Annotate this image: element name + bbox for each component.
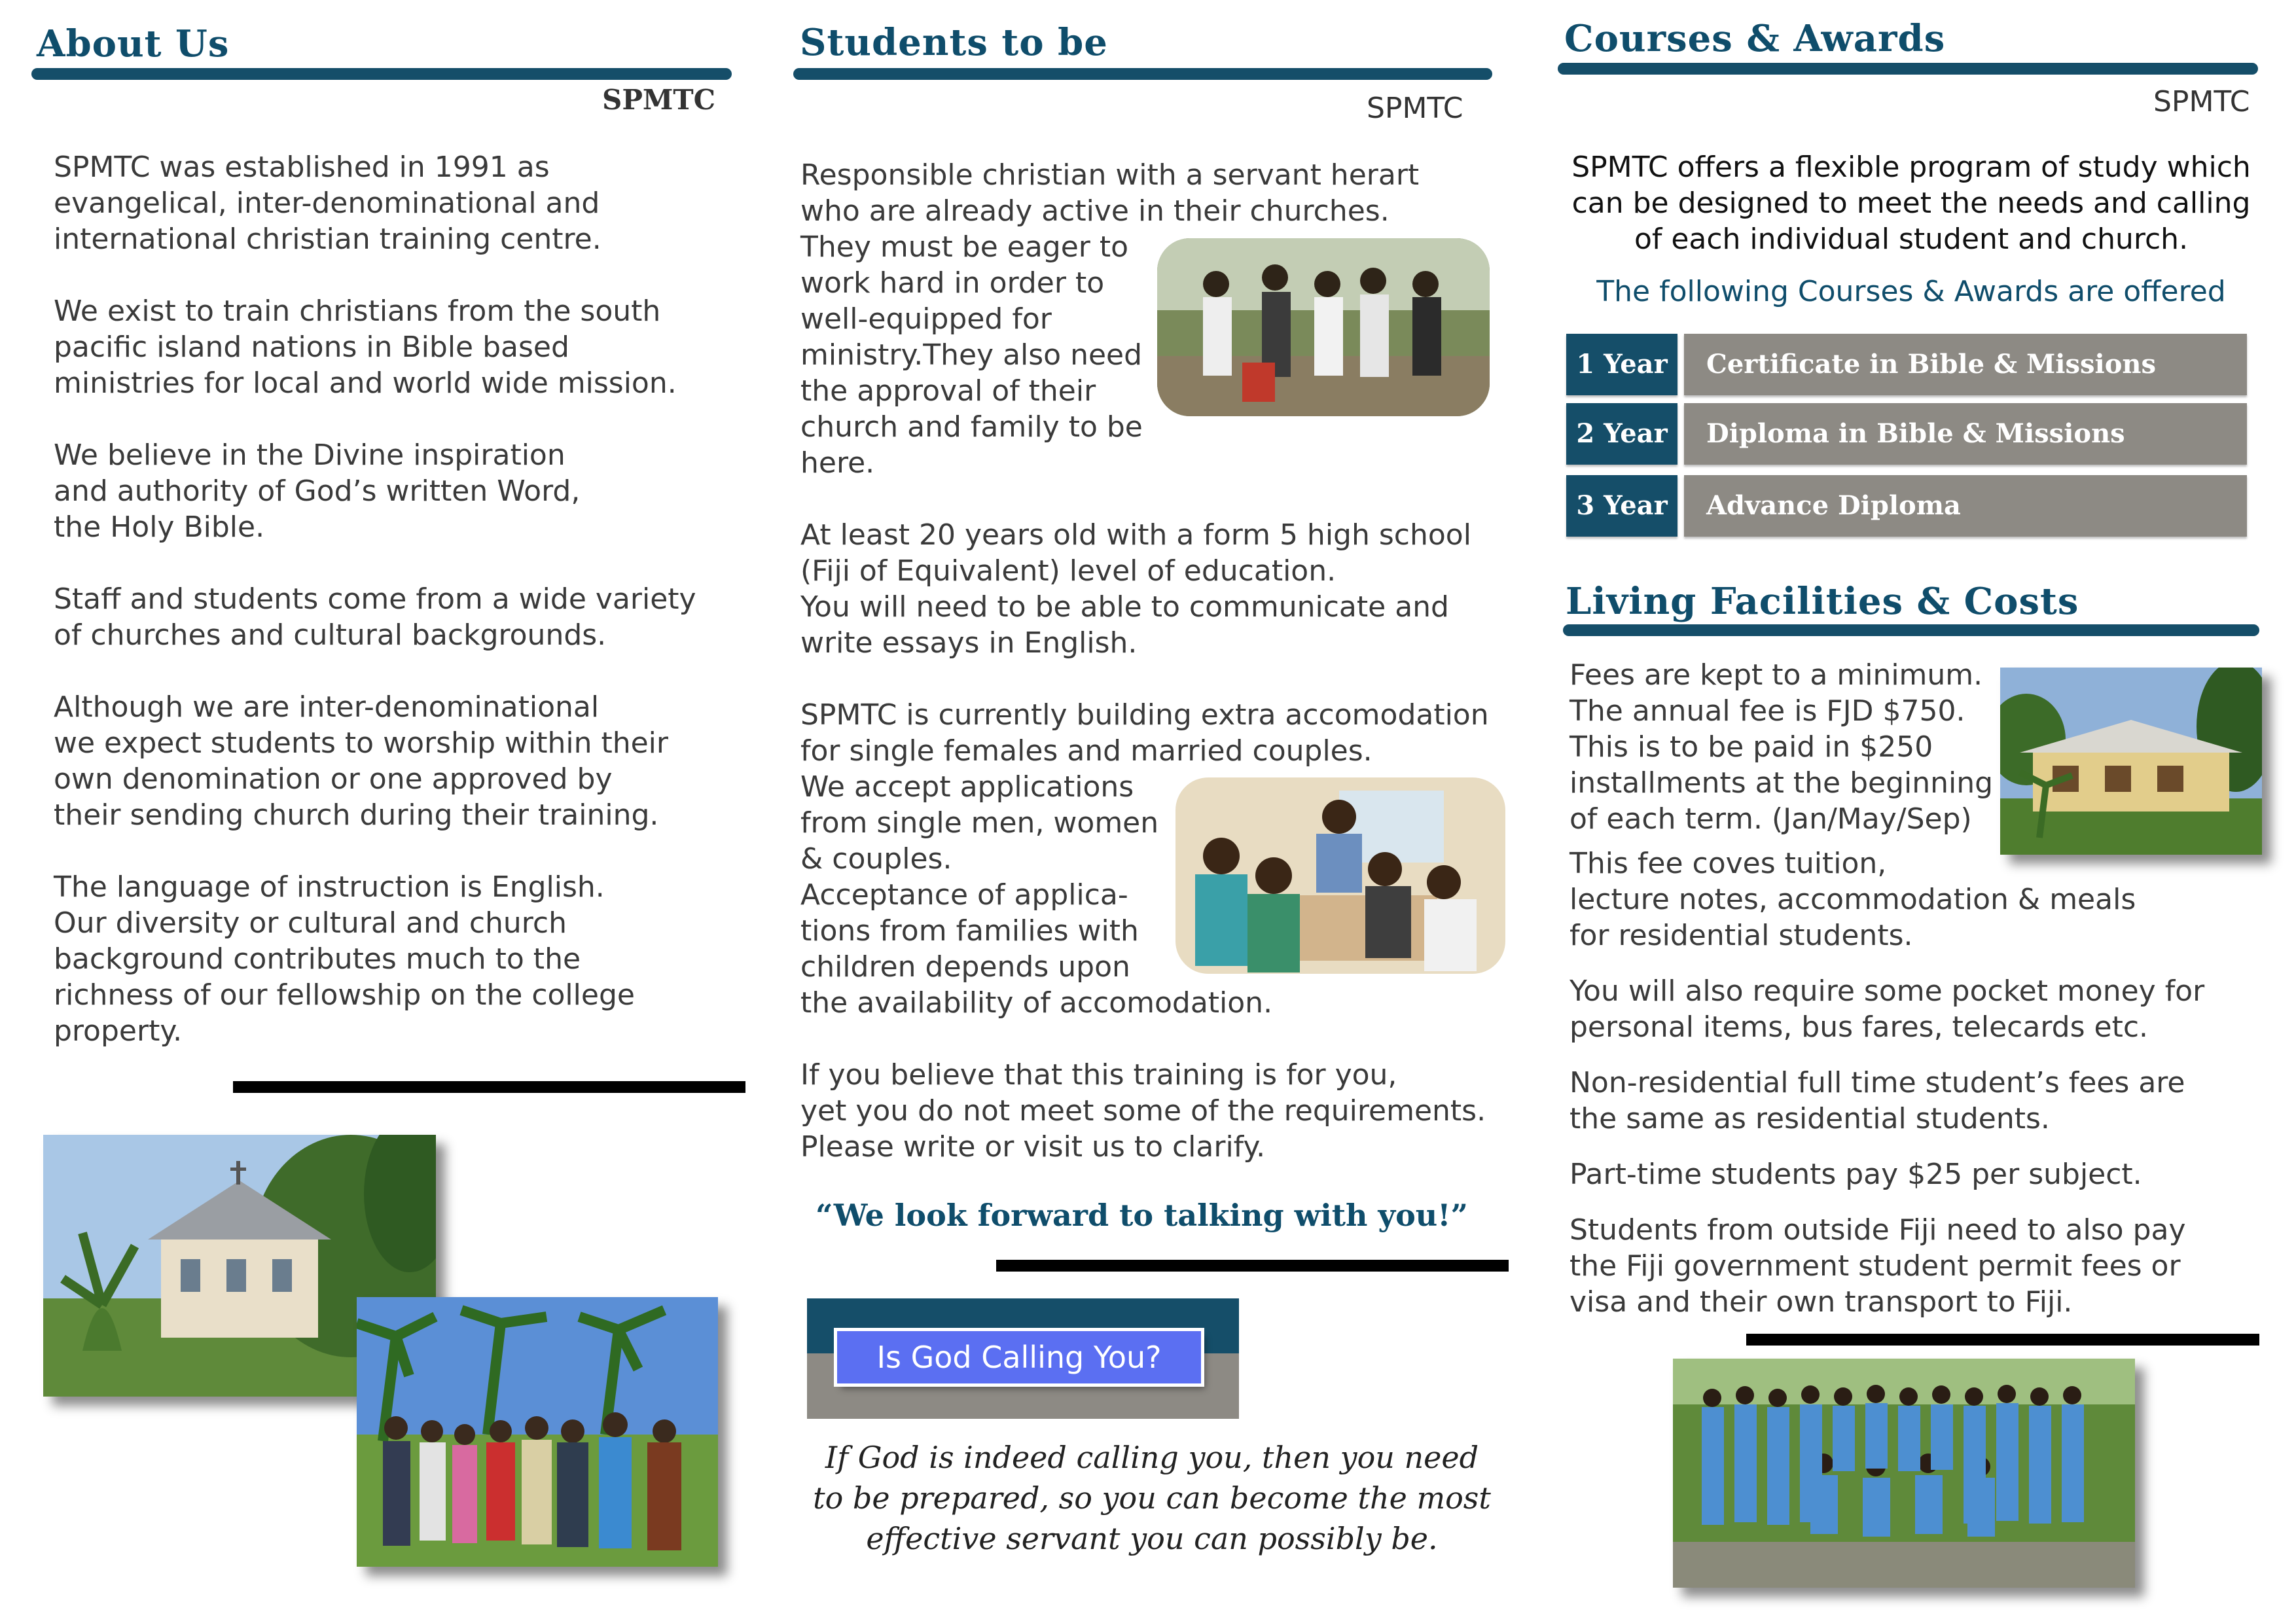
living-pocket: You will also require some pocket money for personal items, bus fares, telecards etc. — [1570, 974, 2205, 1044]
course-row — [1566, 475, 2247, 537]
living-covers: This fee coves tuition, lecture notes, accommodation & meals for residential students. — [1570, 847, 2136, 952]
students-divider — [996, 1260, 1509, 1272]
course-name: Certificate in Bible & Missions — [1684, 334, 2247, 395]
courses-intro: SPMTC offers a flexible program of study which can be designed to meet the needs and calling of each individual student and church. — [1571, 151, 2251, 256]
courses-offered: The following Courses & Awards are offered — [1596, 275, 2226, 308]
about-heading: About Us — [37, 22, 230, 65]
course-name: Advance Diploma — [1684, 475, 2247, 537]
courses-heading-bar — [1558, 63, 2258, 75]
course-name: Diploma in Bible & Missions — [1684, 403, 2247, 465]
living-outside-fiji: Students from outside Fiji need to also pay the Fiji government student permit fees or visa and their own transport to Fiji. — [1570, 1213, 2186, 1319]
students-block-clarify: If you believe that this training is for you, yet you do not meet some of the requirements. Please write or visit us to clarify. — [800, 1058, 1486, 1164]
students-quote: “We look forward to talking with you!” — [816, 1198, 1468, 1233]
about-heading-bar — [31, 68, 732, 80]
about-paragraph: The language of instruction is English. Our diversity or cultural and church background contributes much to the richness of our fellowship on the college property. — [54, 870, 635, 1048]
course-year: 1 Year — [1566, 334, 1677, 395]
courses-heading: Courses & Awards — [1564, 17, 1946, 60]
about-paragraph: We exist to train christians from the south pacific island nations in Bible based ministries for local and world wide mission. — [54, 294, 677, 400]
is-god-calling-button[interactable]: Is God Calling You? — [837, 1331, 1201, 1383]
callout-script-text: If God is indeed calling you, then you need to be prepared, so you can become the most effective servant you can possibly be. — [813, 1440, 1491, 1556]
about-paragraph: We believe in the Divine inspiration and authority of God’s written Word, the Holy Bible. — [54, 438, 581, 544]
students-heading: Students to be — [800, 21, 1108, 64]
students-block-accommodation: SPMTC is currently building extra accomodation for single females and married couples. We accept applications from single men, women & couples. Acceptance of applica- tions from families with children depends upon the availability of accomodation. — [800, 698, 1489, 1020]
group-photo — [1673, 1359, 2135, 1588]
students-block-requirements: Responsible christian with a servant herart who are already active in their churches. They must be eager to work hard in order to well-equipped for ministry.They also need the approval of their church and family to be here. — [800, 158, 1420, 480]
building-photo — [2000, 668, 2262, 855]
about-paragraph: Staff and students come from a wide variety of churches and cultural backgrounds. — [54, 582, 696, 652]
about-text — [54, 149, 747, 1085]
living-nonresidential: Non-residential full time student’s fees are the same as residential students. — [1570, 1066, 2185, 1135]
course-year: 2 Year — [1566, 403, 1677, 465]
course-row — [1566, 403, 2247, 465]
living-divider — [1746, 1334, 2259, 1346]
living-heading: Living Facilities & Costs — [1566, 580, 2079, 623]
students-brand: SPMTC — [1367, 92, 1463, 125]
living-parttime: Part-time students pay $25 per subject. — [1570, 1158, 2142, 1191]
course-row — [1566, 334, 2247, 395]
students-heading-bar — [793, 68, 1492, 80]
calling-callout — [807, 1298, 1239, 1419]
course-year: 3 Year — [1566, 475, 1677, 537]
about-paragraph: Although we are inter-denominational we expect students to worship within their own denomination or one approved by their sending church during their training. — [54, 690, 668, 832]
living-text — [1570, 846, 2263, 1320]
students-block-age: At least 20 years old with a form 5 high school (Fiji of Equivalent) level of education. You will need to be able to communicate and write essays in English. — [800, 518, 1471, 660]
about-divider — [233, 1081, 745, 1093]
about-paragraph: SPMTC was established in 1991 as evangelical, inter-denominational and international christian training centre. — [54, 151, 601, 256]
living-heading-bar — [1563, 624, 2259, 636]
group-palms-photo — [357, 1297, 718, 1567]
students-outdoor-photo — [1157, 238, 1490, 416]
living-fees: Fees are kept to a minimum. The annual fee is FJD $750. This is to be paid in $250 installments at the beginning of each term. (Jan/May/Sep) — [1570, 658, 1994, 836]
about-brand: SPMTC — [602, 84, 716, 116]
students-table-photo — [1175, 777, 1505, 974]
courses-brand: SPMTC — [2153, 85, 2250, 118]
